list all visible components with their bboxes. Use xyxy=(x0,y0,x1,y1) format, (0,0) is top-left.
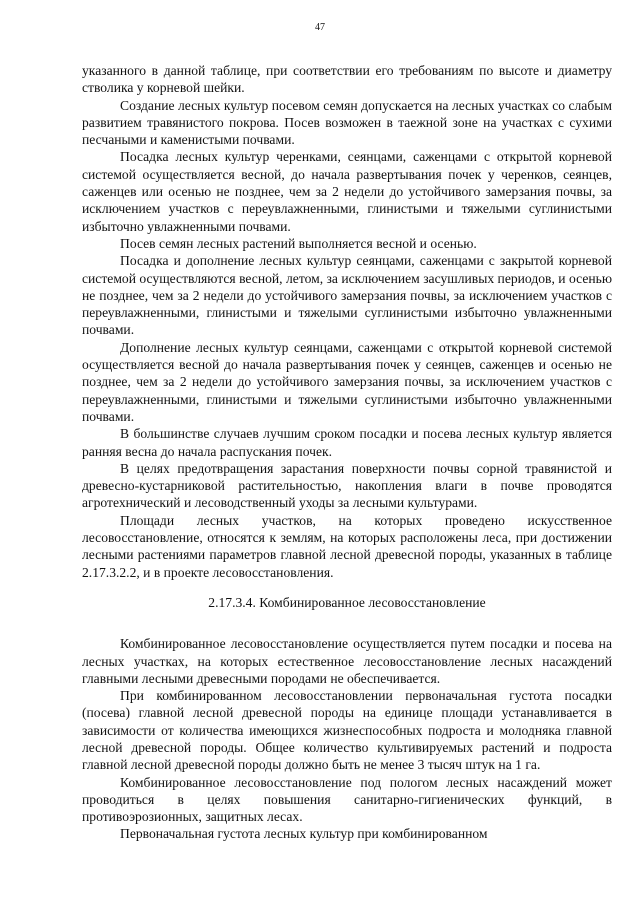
paragraph-seed-sowing: Создание лесных культур посевом семян допускается на лесных участках со слабым развитием травянистого покрова. Посев возможен в таежной зоне на участках с сухими песчаными и каменистыми почвами. xyxy=(82,97,612,148)
paragraph-combined-density: При комбинированном лесовосстановлении первоначальная густота посадки (посева) главной лесной древесной породы на единице площади устанавливается в зависимости от количества имеющихся жизнеспособных подроста и молодняка главной лесной древесной породы. Общее количество культивируемых растений и подроста главной лесной древесной породы должно быть не менее 3 тысяч штук на 1 га. xyxy=(82,688,612,773)
paragraph-best-season: В большинстве случаев лучшим сроком посадки и посева лесных культур является ранняя весна до начала распускания почек. xyxy=(82,426,612,459)
page-number: 47 xyxy=(315,22,325,33)
paragraph-open-root-planting: Посадка лесных культур черенками, сеянцами, саженцами с открытой корневой системой осуществляется весной, до начала развертывания почек у черенков, сеянцев, саженцев или осенью не позднее, чем за 2 недели до устойчивого замерзания почвы, за исключением участков с переувлажненными, глинистыми и тяжелыми суглинистыми избыточно увлажненными почвами. xyxy=(82,149,612,234)
paragraph-land-classification: Площади лесных участков, на которых проведено искусственное лесовосстановление, относятся к землям, на которых расположены леса, при достижении лесными растениями параметров главной лесной древесной породы, указанных в таблице 2.17.3.2.2, и в проекте лесовосстановления. xyxy=(82,512,612,580)
paragraph-continuation: указанного в данной таблице, при соответствии его требованиям по высоте и диаметру стволика у корневой шейки. xyxy=(82,63,612,96)
paragraph-combined-definition: Комбинированное лесовосстановление осуществляется путем посадки и посева на лесных участках, на которых естественное лесовосстановление лесных насаждений главными лесными древесными породами не обеспечивается. xyxy=(82,636,612,686)
paragraph-open-root-supplement: Дополнение лесных культур сеянцами, саженцами с открытой корневой системой осуществляется весной до начала развертывания почек у сеянцев, саженцев и осенью не позднее, чем за 2 недели до устойчивого замерзания почвы, за исключением участков с переувлажненными, глинистыми и тяжелыми суглинистыми избыточно увлажненными почвами. xyxy=(82,339,612,424)
paragraph-closed-root-planting: Посадка и дополнение лесных культур сеянцами, саженцами с закрытой корневой системой осуществляются весной, летом, за исключением засушливых периодов, и осенью не позднее, чем за 2 недели до устойчивого замерзания почвы, за исключением участков с переувлажненными, глинистыми и тяжелыми суглинистыми избыточно увлажненными почвами. xyxy=(82,253,612,338)
paragraph-weed-prevention: В целях предотвращения зарастания поверхности почвы сорной травянистой и древесно-кустарниковой растительностью, накопления влаги в почве проводятся агротехнический и лесоводственный уходы за лесными культурами. xyxy=(82,460,612,511)
section-heading: 2.17.3.4. Комбинированное лесовосстановление xyxy=(208,594,486,610)
paragraph-initial-density: Первоначальная густота лесных культур при комбинированном xyxy=(120,826,488,842)
paragraph-combined-under-canopy: Комбинированное лесовосстановление под пологом лесных насаждений может проводиться в целях повышения санитарно-гигиенических функций, в противоэрозионных, защитных лесах. xyxy=(82,774,612,825)
page-content xyxy=(82,62,612,843)
paragraph-seed-season: Посев семян лесных растений выполняется весной и осенью. xyxy=(120,235,477,251)
